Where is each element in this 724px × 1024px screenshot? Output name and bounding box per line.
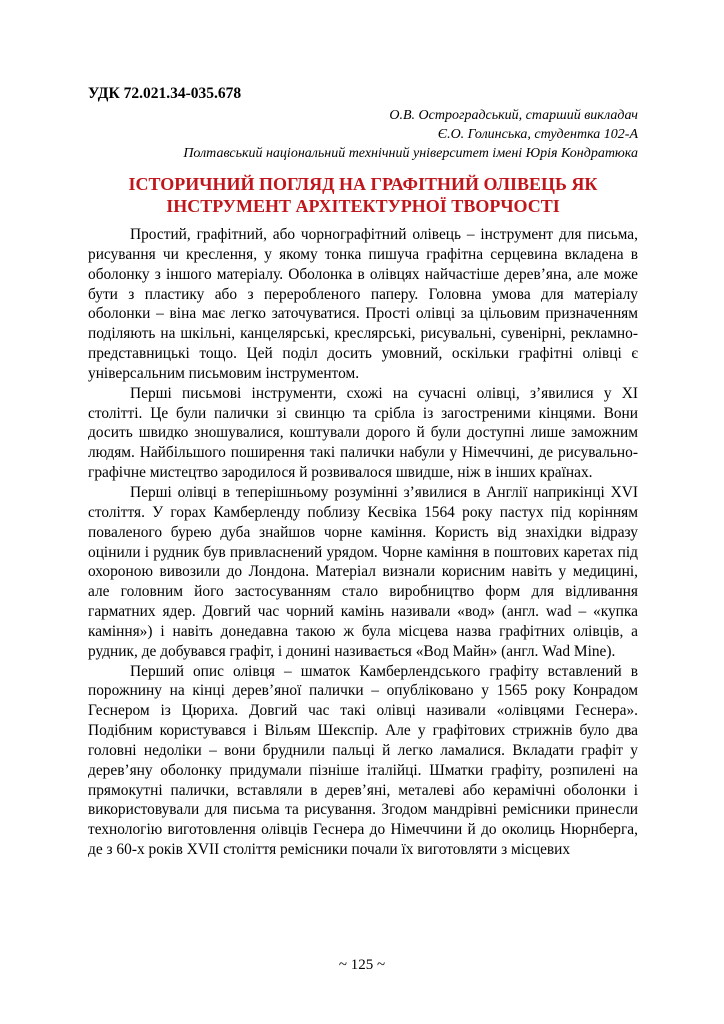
title-line: ІНСТРУМЕНТ АРХІТЕКТУРНОЇ ТВОРЧОСТІ	[166, 196, 560, 216]
udk-code: УДК 72.021.34-035.678	[88, 85, 242, 102]
article-title	[88, 173, 638, 217]
article-body	[88, 225, 638, 860]
affiliation-line: Полтавський національний технічний університет імені Юрія Кондратюка	[183, 146, 638, 161]
page-number: ~ 125 ~	[338, 957, 386, 973]
paragraph: Перші письмові інструменти, схожі на сучасні олівці, з’явилися у XI столітті. Це були палички зі свинцю та срібла із загостреними кінцями. Вони досить швидко зношувалися, коштували дорого й були доступні лише заможним людям. Найбільшого поширення такі палички набули у Німеччині, де рисувально-графічне мистецтво зародилося й розвивалося швидше, ніж в інших країнах.	[88, 384, 638, 482]
paragraph: Простий, графітний, або чорнографітний олівець – інструмент для письма, рисування чи креслення, у якому тонка пишуча графітна серцевина вкладена в оболонку з іншого матеріалу. Оболонка в олівцях найчастіше дерев’яна, але може бути з пластику або з переробленого паперу. Головна умова для матеріалу оболонки – віна має легко заточуватися. Прості олівці за цільовим призначенням поділяють на шкільні, канцелярські, креслярські, рисувальні, сувенірні, рекламно-представницькі тощо. Цей поділ досить умовний, оскільки графітні олівці є універсальним письмовим інструментом.	[88, 226, 638, 382]
author-line: О.В. Остроградський, старший викладач	[389, 108, 638, 123]
title-line: ІСТОРИЧНИЙ ПОГЛЯД НА ГРАФІТНИЙ ОЛІВЕЦЬ ЯК	[128, 174, 598, 194]
page	[88, 84, 638, 860]
author-line: Є.О. Голинська, студентка 102-А	[437, 127, 638, 142]
paragraph: Перші олівці в теперішньому розумінні з’явилися в Англії наприкінці XVI століття. У горах Камберленду поблизу Кесвіка 1564 року пастух під корінням поваленого бурею дуба знайшов чорне каміння. Користь від знахідки відразу оцінили і рудник був привласнений урядом. Чорне каміння в поштових каретах під охороною вивозили до Лондона. Матеріал визнали корисним навіть у медицині, але головним його застосуванням стало виробництво форм для відливання гарматних ядер. Довгий час чорний камінь називали «вод» (англ. wad – «купка каміння») і навіть донедавна такою ж була місцева назва графітних олівців, а рудник, де добувався графіт, і донині називається «Вод Майн» (англ. Wad Mine).	[88, 483, 638, 660]
paragraph: Перший опис олівця – шматок Камберлендського графіту вставлений в порожнину на кінці дерев’яної палички – опубліковано у 1565 року Конрадом Геснером із Цюриха. Довгий час такі олівці називали «олівцями Геснера». Подібним користувався і Вільям Шекспір. Але у графітових стрижнів було два головні недоліки – вони бруднили пальці й легко ламалися. Вкладати графіт у дерев’яну оболонку придумали пізніше італійці. Шматки графіту, розпилені на прямокутні палички, вставляли в дерев’яні, металеві або керамічні оболонки і використовували для письма та рисування. Згодом мандрівні ремісники принесли технологію виготовлення олівців Геснера до Німеччини й до околиць Нюрнберга, де з 60-х років XVII століття ремісники почали їх виготовляти з місцевих	[88, 662, 638, 859]
